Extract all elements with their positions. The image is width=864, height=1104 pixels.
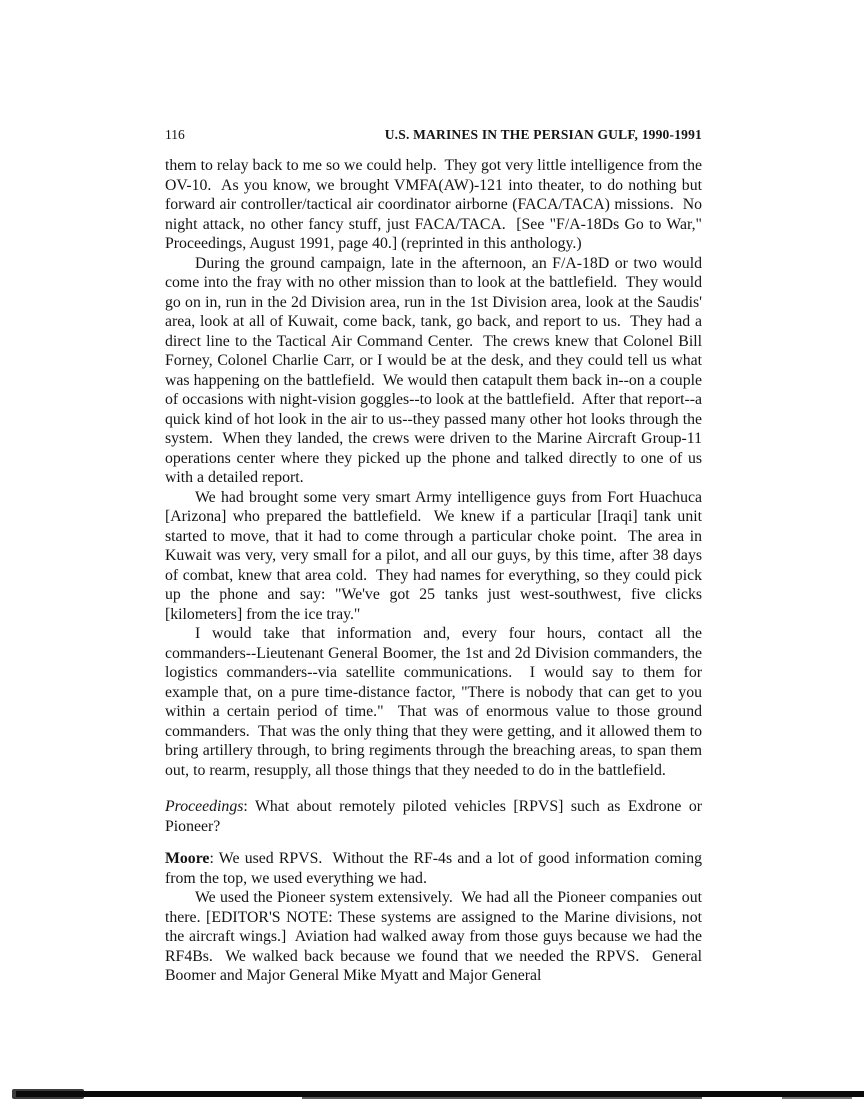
scan-artifact-underline-right <box>782 1097 852 1099</box>
paragraph-pioneer-system: We used the Pioneer system extensively. We had all the Pioneer companies out there. [EDITOR'S NOTE: These systems are assigned to the Marine divisions, not the aircraft wings.] Aviation had walked away from those guys because we had the RF4Bs. We walked back because we found that we needed the RPVS. General Boomer and Major General Mike Myatt and Major General <box>165 889 706 984</box>
running-title: U.S. MARINES IN THE PERSIAN GULF, 1990-1991 <box>384 127 702 142</box>
qa-gap <box>165 836 702 849</box>
paragraph-army-intelligence: We had brought some very smart Army intelligence guys from Fort Huachuca [Arizona] who prepared the battlefield. We knew if a particular [Iraqi] tank unit started to move, that it had to come through a particular choke point. The area in Kuwait was very, very small for a pilot, and all our guys, by this time, after 38 days of combat, knew that area cold. They had names for everything, so they could pick up the phone and say: "We've got 25 tanks just west-southwest, five clicks [kilometers] from the ice tray." <box>165 488 706 623</box>
answer-speaker-label: Moore <box>165 850 210 867</box>
page-number: 116 <box>165 127 185 142</box>
page-body-text <box>165 156 706 986</box>
interview-question <box>165 797 706 836</box>
running-header <box>165 127 702 143</box>
section-gap <box>165 780 702 797</box>
answer-text: : We used RPVS. Without the RF-4s and a lot of good information coming from the top, we used everything we had. <box>165 850 706 887</box>
scan-artifact-bar <box>12 1089 864 1100</box>
interview-answer <box>165 849 706 888</box>
scan-artifact-underline <box>302 1097 702 1099</box>
paragraph-continuation: them to relay back to me so we could help. They got very little intelligence from the OV-10. As you know, we brought VMFA(AW)-121 into theater, to do nothing but forward air controller/tactical air coordinator airborne (FACA/TACA) missions. No night attack, no other fancy stuff, just FACA/TACA. [See "F/A-18Ds Go to War," Proceedings, August 1991, page 40.] (reprinted in this anthology.) <box>165 157 706 252</box>
paragraph-commanders-contact: I would take that information and, every four hours, contact all the commanders--Lieutenant General Boomer, the 1st and 2d Division commanders, the logistics commanders--via satellite communications. I would say to them for example that, on a pure time-distance factor, "There is nobody that can get to you within a certain period of time." That was of enormous value to those ground commanders. That was the only thing that they were getting, and it allowed them to bring artillery through, to bring regiments through the breaching areas, to span them out, to rearm, resupply, all those things that they needed to do in the battlefield. <box>165 625 706 779</box>
paragraph-ground-campaign: During the ground campaign, late in the afternoon, an F/A-18D or two would come into the fray with no other mission than to look at the battlefield. They would go on in, run in the 2d Division area, run in the 1st Division area, look at the Saudis' area, look at all of Kuwait, come back, tank, go back, and report to us. They had a direct line to the Tactical Air Command Center. The crews knew that Colonel Bill Forney, Colonel Charlie Carr, or I would be at the desk, and they could tell us what was happening on the battlefield. We would then catapult them back in--on a couple of occasions with night-vision goggles--to look at the battlefield. After that report--a quick kind of hot look in the air to us--they passed many other hot looks through the system. When they landed, the crews were driven to the Marine Aircraft Group-11 operations center where they picked up the phone and talked directly to one of us with a detailed report. <box>165 254 706 486</box>
question-speaker-label: Proceedings <box>165 798 244 815</box>
question-text: : What about remotely piloted vehicles [RPVS] such as Exdrone or Pioneer? <box>165 798 706 835</box>
